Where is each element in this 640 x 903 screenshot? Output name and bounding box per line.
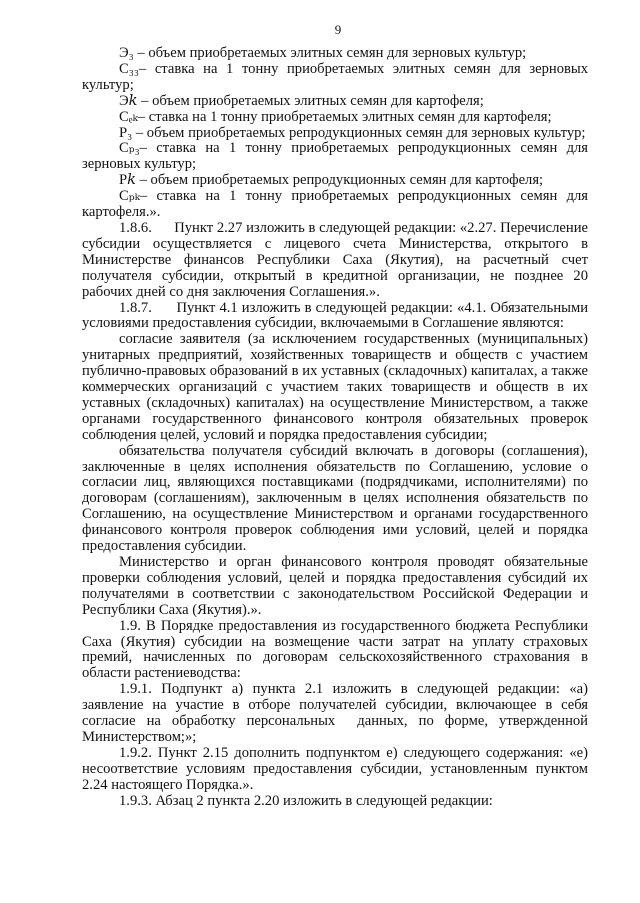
- formula-definition-elite-potato-volume: Э𝑘 – объем приобретаемых элитных семян для картофеля;: [119, 92, 484, 109]
- clause-obligations-paragraph: обязательства получателя субсидий включать в договоры (соглашения), заключенные в целях исполнения обязательств по Соглашению, условие о согласии лиц, являющихся поставщиками (подрядчиками, исполнителями) по договорам (соглашениям), заключенным в целях исполнения обязательств по Соглашению, на осуществление Министерством и органами государственного финансового контроля проверок соблюдения ими условий, целей и порядка предоставления субсидии.: [82, 442, 588, 555]
- clause-1-9: 1.9. В Порядке предоставления из государственного бюджета Республики Саха (Якутия) субсидии на возмещение части затрат на уплату страховых премий, начисленных по договорам сельскохозяйственного страхования в области растениеводства:: [82, 617, 588, 682]
- document-body: [82, 46, 588, 810]
- formula-definition-elite-potato-rate: Сₑₖ– ставка на 1 тонну приобретаемых элитных семян для картофеля;: [119, 108, 552, 125]
- formula-definition-repro-potato-rate: Сₚₖ– ставка на 1 тонну приобретаемых репродукционных семян для картофеля.».: [82, 188, 588, 221]
- clause-1-8-6: 1.8.6. Пункт 2.27 изложить в следующей редакции: «2.27. Перечисление субсидии осуществляется с лицевого счета Министерства, открытого в Министерстве финансов Республики Саха (Якутия), на расчетный счет получателя субсидии, открытый в кредитной организации, не позднее 20 рабочих дней со дня заключения Соглашения.».: [82, 219, 588, 300]
- formula-definition-elite-grain-rate: С₃₃– ставка на 1 тонну приобретаемых элитных семян для зерновых культур;: [82, 60, 588, 93]
- clause-1-9-2: 1.9.2. Пункт 2.15 дополнить подпунктом е) следующего содержания: «е) несоответствие условиям предоставления субсидии, установленным пунктом 2.24 настоящего Порядка.».: [82, 744, 588, 793]
- formula-definition-repro-grain-rate: Сₚ₃– ставка на 1 тонну приобретаемых репродукционных семян для зерновых культур;: [82, 140, 588, 173]
- clause-1-9-1: 1.9.1. Подпункт а) пункта 2.1 изложить в следующей редакции: «а) заявление на участие в отборе получателей субсидии, включающее в себя согласие на обработку персональных данных, по форме, утвержденной Министерством;»;: [82, 681, 588, 745]
- clause-consent-paragraph: согласие заявителя (за исключением государственных (муниципальных) унитарных предприятий, хозяйственных товариществ и обществ с участием публично-правовых образований в их уставных (складочных) капиталах, а также коммерческих организаций с участием таких товариществ и обществ в их уставных (складочных) капиталах) на осуществление Министерством, а также органами государственного финансового контроля обязательных проверок соблюдения целей, условий и порядка предоставления субсидии;: [82, 331, 588, 443]
- page-number: 9: [334, 22, 342, 37]
- formula-definition-repro-grain-volume: Р₃ – объем приобретаемых репродукционных семян для зерновых культур;: [119, 124, 586, 141]
- clause-1-9-3: 1.9.3. Абзац 2 пункта 2.20 изложить в следующей редакции:: [119, 792, 493, 809]
- formula-definition-elite-grain-volume: Э₃ – объем приобретаемых элитных семян для зерновых культур;: [119, 45, 527, 61]
- formula-definition-repro-potato-volume: Р𝑘 – объем приобретаемых репродукционных семян для картофеля;: [119, 172, 544, 189]
- clause-1-8-7: 1.8.7. Пункт 4.1 изложить в следующей редакции: «4.1. Обязательными условиями предоставления субсидии, включаемыми в Соглашение являются:: [82, 299, 588, 332]
- clause-ministry-control-paragraph: Министерство и орган финансового контроля проводят обязательные проверки соблюдения условий, целей и порядка предоставления субсидий их получателями в соответствии с законодательством Российской Федерации и Республики Саха (Якутия).».: [82, 554, 588, 618]
